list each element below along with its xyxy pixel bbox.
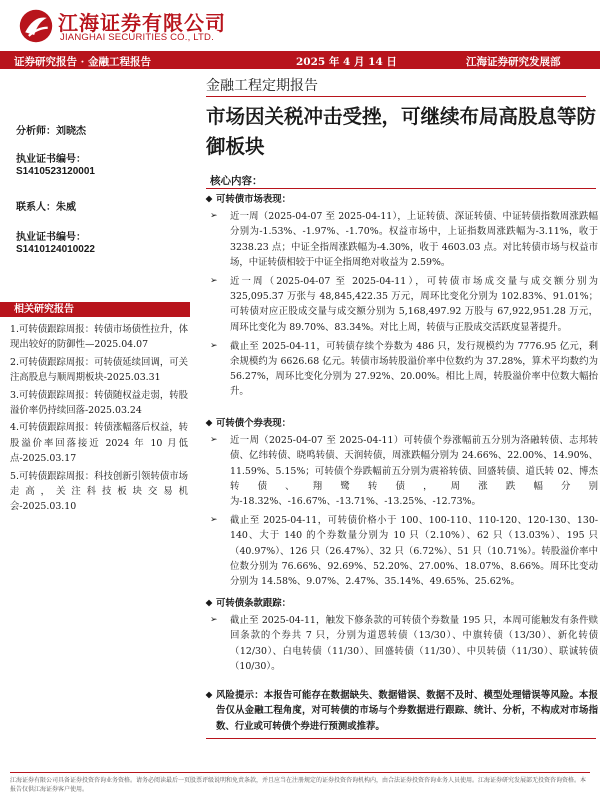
section-bond-performance bbox=[206, 416, 598, 589]
research-dept: 江海证券研究发展部 bbox=[466, 56, 561, 68]
related-research-item[interactable]: 4.可转债跟踪周报：转债涨幅落后权益，转股溢价率回落接近 2024 年 10 月低点-2025.03.17 bbox=[10, 422, 188, 465]
divider bbox=[206, 188, 596, 189]
section-heading: 可转债条款跟踪： bbox=[206, 596, 598, 611]
related-research-list bbox=[10, 322, 188, 517]
bullet-paragraph: ➢ 截止至 2025-04-11，触发下修条款的可转债个券数量 195 只，本周可能触发有条件赎回条款的个券共 7 只，分别为道恩转债（13/30）、中旗转债（13/30）、新化转债（12/30）、白电转债（11/30）、回盛转债（11/30）、中贝转债（11/30）、联诚转债（10/30）。 bbox=[210, 615, 598, 672]
divider bbox=[206, 738, 596, 739]
related-research-item[interactable]: 3.可转债跟踪周报：转债随权益走弱，转股溢价率仍持续回落-2025.03.24 bbox=[10, 389, 188, 417]
page-title: 市场因关税冲击受挫，可继续布局高股息等防御板块 bbox=[206, 105, 597, 158]
section-heading: 可转债市场表现： bbox=[206, 192, 598, 207]
footer-disclaimer: 江海证券有限公司具备证券投资咨询业务资格。请务必阅读最后一页股票评级说明和免责条款，并且应当在注册规定的证券投资咨询机构内，由合法证券投资咨询业务人员使用。江海证券研究发展部无投资咨询资格。本报告仅供江海证券客户使用。 bbox=[10, 777, 587, 793]
cert-value-2: S1410124010022 bbox=[16, 244, 95, 255]
cert-value-1: S1410523120001 bbox=[16, 166, 95, 177]
bullet-paragraph: ➢ 近一周（2025-04-07 至 2025-04-11），可转债市场成交量与成交额分别为 325,095.37 万张与 48,845,422.35 万元，周环比变化分别为 102.83%、91.01%；可转债对应正股成交量与成交额分别为 5,168,497.92 万股与 67,922,951.28 万元，周环比变化为 89.70%、83.34%。对比上周，转债与正股成交活跃度显著提升。 bbox=[210, 276, 598, 333]
analyst-label: 分析师：刘晓杰 bbox=[16, 126, 86, 137]
related-research-item[interactable]: 2.可转债跟踪周报：可转债延续回调，可关注高股息与顺周期板块-2025.03.31 bbox=[10, 356, 188, 384]
section-market-performance bbox=[206, 192, 598, 400]
arrow-bullet-icon: ➢ bbox=[210, 340, 218, 351]
cert-label-1: 执业证书编号： bbox=[16, 154, 86, 165]
arrow-bullet-icon: ➢ bbox=[210, 515, 218, 526]
company-name-cn: 江海证券有限公司 bbox=[58, 11, 226, 35]
arrow-bullet-icon: ➢ bbox=[210, 435, 218, 446]
report-type: 金融工程定期报告 bbox=[206, 78, 318, 94]
divider bbox=[206, 96, 586, 97]
related-research-item[interactable]: 5.可转债跟踪周报：科技创新引领转债市场走高，关注科技板块交易机会-2025.03.10 bbox=[10, 470, 188, 513]
arrow-bullet-icon: ➢ bbox=[210, 276, 218, 287]
contact-label: 联系人：朱威 bbox=[16, 202, 76, 213]
arrow-bullet-icon: ➢ bbox=[210, 211, 218, 222]
report-category: 证券研究报告 · 金融工程报告 bbox=[14, 56, 151, 68]
bullet-paragraph: ➢ 近一周（2025-04-07 至 2025-04-11）可转债个券涨幅前五分别为洛融转债、志邦转债、亿纬转债、晓鸣转债、天润转债，周涨跌幅分别为 24.66%、22.00%、14.90%、11.59%、5.15%；可转债个券跌幅前五分别为震裕转债、回盛转债、道氏转 02、博杰转债、翔鹭转债，周涨跌幅分别为-18.32%、-16.67%、-13.71%、-13.25%、-12.73%。 bbox=[210, 435, 598, 508]
related-research-heading: 相关研究报告 bbox=[0, 302, 190, 317]
section-heading: 可转债个券表现： bbox=[206, 416, 598, 431]
bullet-paragraph: ➢ 截止至 2025-04-11，可转债价格小于 100、100-110、110-120、120-130、130-140、大于 140 的个券数量分别为 10 只（2.10%）、62 只（13.03%）、195 只（40.97%）、126 只（26.47%）、32 只（6.72%）、51 只（10.71%）。转股溢价率中位数分别为 76.66%、92.69%、52.20%、27.00%、18.07%、8.66%。周环比变动分别为 14.58%、9.07%、2.47%、35.14%、49.65%、25.62%。 bbox=[210, 515, 598, 588]
risk-warning: 风险提示：本报告可能存在数据缺失、数据错误、数据不及时、模型处理错误等风险。本报告仅从金融工程角度，对可转债的市场与个券数据进行跟踪、统计、分析，不构成对市场指数、行业或可转债个券进行预测或推荐。 bbox=[206, 688, 598, 734]
company-name-en: JIANGHAI SECURITIES CO., LTD. bbox=[60, 32, 214, 43]
core-content-heading: 核心内容： bbox=[210, 175, 263, 187]
report-date: 2025 年 4 月 14 日 bbox=[296, 56, 397, 68]
related-research-item[interactable]: 1.可转债跟踪周报：转债市场债性拉升，体现出较好的防御性—2025.04.07 bbox=[10, 324, 188, 351]
bullet-paragraph: ➢ 截止至 2025-04-11，可转债存续个券数为 486 只，发行规模约为 7776.95 亿元，剩余规模约为 6626.68 亿元。转债市场转股溢价率中位数约为 37.28%，算术平均数约为 56.27%，周环比变化分别为 27.92%、20.00%。相比上周，转股溢价率中位数大幅抬升。 bbox=[210, 340, 598, 398]
section-clause-tracking bbox=[206, 596, 598, 674]
cert-label-2: 执业证书编号： bbox=[16, 232, 86, 243]
header-bar bbox=[0, 51, 600, 69]
company-logo-icon bbox=[18, 8, 54, 44]
divider bbox=[10, 772, 590, 773]
bullet-paragraph: ➢ 近一周（2025-04-07 至 2025-04-11），上证转债、深证转债、中证转债指数周涨跌幅分别为-1.53%、-1.97%、-1.70%。权益市场中，上证指数周涨跌幅为-3.11%，收于 3238.23 点；中证全指周涨跌幅为-4.30%，收于 4603.03 点。对比转债市场与权益市场，中证转债相较于中证全指周绝对收益为 2.59%。 bbox=[210, 211, 598, 268]
arrow-bullet-icon: ➢ bbox=[210, 615, 218, 626]
